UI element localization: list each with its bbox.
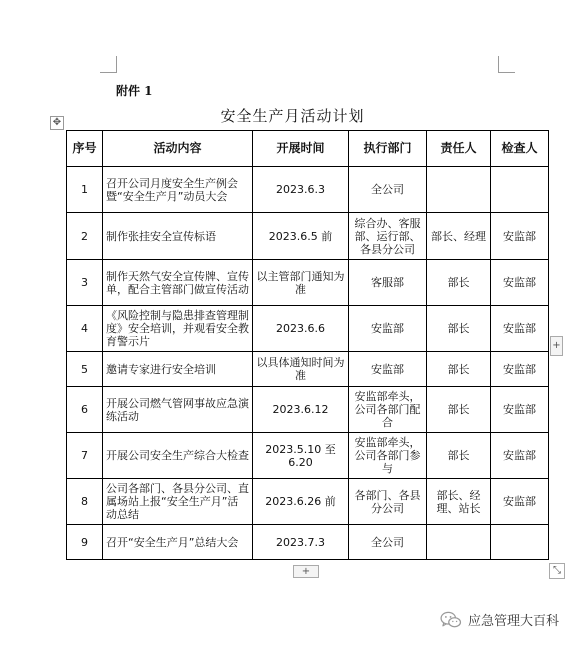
crop-mark-top-left [100,56,117,73]
cell-owner[interactable] [427,167,491,213]
table-row [67,213,549,260]
cell-time[interactable]: 2023.6.6 [253,306,349,352]
table-move-handle-icon[interactable]: ✥ [50,116,64,130]
cell-time[interactable]: 2023.7.3 [253,525,349,560]
cell-owner[interactable] [427,525,491,560]
attachment-label: 附件 1 [116,84,153,98]
cell-no[interactable]: 9 [67,525,103,560]
header-cell[interactable]: 责任人 [427,131,491,167]
cell-owner[interactable]: 部长 [427,433,491,479]
cell-no[interactable]: 7 [67,433,103,479]
cell-dept[interactable]: 安监部 [349,352,427,387]
header-cell[interactable]: 开展时间 [253,131,349,167]
cell-content[interactable]: 《风险控制与隐患排查管理制度》安全培训，并观看安全教育警示片 [103,306,253,352]
cell-owner[interactable]: 部长 [427,352,491,387]
cell-time[interactable]: 2023.6.12 [253,387,349,433]
cell-owner[interactable]: 部长、经理、站长 [427,479,491,525]
cell-dept[interactable]: 安监部牵头，公司各部门配合 [349,387,427,433]
cell-content[interactable]: 召开“安全生产月”总结大会 [103,525,253,560]
cell-time[interactable]: 以具体通知时间为准 [253,352,349,387]
cell-content[interactable]: 召开公司月度安全生产例会暨“安全生产月”动员大会 [103,167,253,213]
cell-no[interactable]: 8 [67,479,103,525]
cell-dept[interactable]: 安监部 [349,306,427,352]
table-row [67,387,549,433]
cell-dept[interactable]: 全公司 [349,525,427,560]
cell-no[interactable]: 5 [67,352,103,387]
activity-plan-table [66,130,549,560]
cell-content[interactable]: 制作天然气安全宣传牌、宣传单，配合主管部门做宣传活动 [103,260,253,306]
page-title: 安全生产月活动计划 [220,107,365,125]
table-header-row [67,131,549,167]
cell-time[interactable]: 2023.5.10 至 6.20 [253,433,349,479]
cell-checker[interactable]: 安监部 [491,387,549,433]
cell-checker[interactable]: 安监部 [491,479,549,525]
cell-time[interactable]: 2023.6.5 前 [253,213,349,260]
table-row [67,167,549,213]
table-resize-handle-icon[interactable]: ⤡ [549,563,565,579]
table-row [67,306,549,352]
cell-checker[interactable]: 安监部 [491,433,549,479]
table-row [67,433,549,479]
cell-time[interactable]: 2023.6.3 [253,167,349,213]
cell-checker[interactable]: 安监部 [491,260,549,306]
add-column-button[interactable]: + [550,336,563,356]
cell-checker[interactable]: 安监部 [491,352,549,387]
cell-owner[interactable]: 部长 [427,387,491,433]
watermark [440,610,559,629]
table-row [67,260,549,306]
cell-time[interactable]: 以主管部门通知为准 [253,260,349,306]
cell-no[interactable]: 4 [67,306,103,352]
cell-content[interactable]: 公司各部门、各县分公司、直属场站上报“安全生产月”活动总结 [103,479,253,525]
cell-dept[interactable]: 安监部牵头，公司各部门参与 [349,433,427,479]
cell-no[interactable]: 2 [67,213,103,260]
add-row-button[interactable]: + [293,565,319,578]
cell-owner[interactable]: 部长 [427,306,491,352]
cell-dept[interactable]: 客服部 [349,260,427,306]
crop-mark-top-right [498,56,515,73]
header-cell[interactable]: 执行部门 [349,131,427,167]
cell-content[interactable]: 开展公司燃气管网事故应急演练活动 [103,387,253,433]
table-row [67,352,549,387]
cell-dept[interactable]: 各部门、各县分公司 [349,479,427,525]
cell-content[interactable]: 邀请专家进行安全培训 [103,352,253,387]
cell-no[interactable]: 1 [67,167,103,213]
cell-time[interactable]: 2023.6.26 前 [253,479,349,525]
cell-checker[interactable] [491,525,549,560]
table-row [67,525,549,560]
wechat-icon [440,611,462,629]
cell-checker[interactable]: 安监部 [491,306,549,352]
cell-dept[interactable]: 综合办、客服部、运行部、各县分公司 [349,213,427,260]
watermark-text: 应急管理大百科 [468,614,560,629]
header-cell[interactable]: 序号 [67,131,103,167]
cell-owner[interactable]: 部长 [427,260,491,306]
cell-content[interactable]: 开展公司安全生产综合大检查 [103,433,253,479]
header-cell[interactable]: 检查人 [491,131,549,167]
cell-no[interactable]: 3 [67,260,103,306]
table-row [67,479,549,525]
cell-checker[interactable]: 安监部 [491,213,549,260]
header-cell[interactable]: 活动内容 [103,131,253,167]
cell-content[interactable]: 制作张挂安全宣传标语 [103,213,253,260]
cell-no[interactable]: 6 [67,387,103,433]
cell-dept[interactable]: 全公司 [349,167,427,213]
cell-owner[interactable]: 部长、经理 [427,213,491,260]
cell-checker[interactable] [491,167,549,213]
